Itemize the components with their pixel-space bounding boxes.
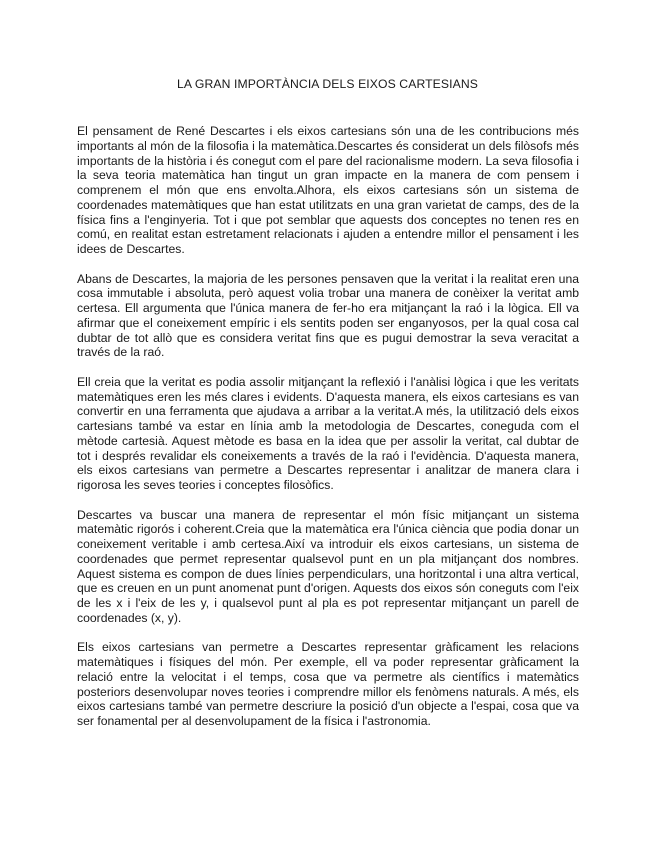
paragraph-4: Descartes va buscar una manera de representar el món físic mitjançant un sistema matemàtic rigorós i coherent.Creia que la matemàtica era l'única ciència que podia donar un coneixement veritable i amb certesa.Així va introduir els eixos cartesians, un sistema de coordenades que permet representar qualsevol punt en un pla mitjançant dos nombres. Aquest sistema es compon de dues línies perpendiculars, una horitzontal i una altra vertical, que es creuen en un punt anomenat punt d'origen. Aquests dos eixos són coneguts com l'eix de les x i l'eix de les y, i qualsevol punt al pla es pot representar mitjançant un parell de coordenades (x, y).	[77, 507, 579, 625]
paragraph-3: Ell creia que la veritat es podia assolir mitjançant la reflexió i l'anàlisi lògica i que les veritats matemàtiques eren les més clares i evidents. D'aquesta manera, els eixos cartesians es van convertir en una ferramenta que ajudava a arribar a la veritat.A més, la utilització dels eixos cartesians també va estar en línia amb la metodologia de Descartes, coneguda com el mètode cartesià. Aquest mètode es basa en la idea que per assolir la veritat, cal dubtar de tot i després revalidar els coneixements a través de la raó i l'evidència. D'aquesta manera, els eixos cartesians van permetre a Descartes representar i analitzar de manera clara i rigorosa les seves teories i conceptes filosòfics.	[77, 374, 579, 492]
document-body	[77, 124, 579, 744]
paragraph-2: Abans de Descartes, la majoria de les persones pensaven que la veritat i la realitat eren una cosa immutable i absoluta, però aquest volia trobar una manera de conèixer la veritat amb certesa. Ell argumenta que l'única manera de fer-ho era mitjançant la raó i la lògica. Ell va afirmar que el coneixement empíric i els sentits poden ser enganyosos, per la qual cosa cal dubtar de tot allò que es considera veritat fins que es pugui demostrar la seva veracitat a través de la raó.	[77, 271, 579, 360]
paragraph-1: El pensament de René Descartes i els eixos cartesians són una de les contribucions més importants al món de la filosofia i la matemàtica.Descartes és considerat un dels filòsofs més importants de la història i és conegut com el pare del racionalisme modern. La seva filosofia i la seva teoria matemàtica han tingut un gran impacte en la manera de com pensem i comprenem el món que ens envolta.Alhora, els eixos cartesians són un sistema de coordenades matemàtiques que han estat utilitzats en una gran varietat de camps, des de la física fins a l'enginyeria. Tot i que pot semblar que aquests dos conceptes no tenen res en comú, en realitat estan estretament relacionats i ajuden a entendre millor el pensament i les idees de Descartes.	[77, 124, 579, 256]
document-title: LA GRAN IMPORTÀNCIA DELS EIXOS CARTESIANS	[177, 77, 478, 91]
paragraph-5: Els eixos cartesians van permetre a Descartes representar gràficament les relacions matemàtiques i físiques del món. Per exemple, ell va poder representar gràficament la relació entre la velocitat i el temps, cosa que va permetre als científics i matemàtics posteriors desenvolupar noves teories i comprendre millor els fenòmens naturals. A més, els eixos cartesians també van permetre descriure la posició d'un objecte a l'espai, cosa que va ser fonamental per al desenvolupament de la física i l'astronomia.	[77, 640, 579, 728]
